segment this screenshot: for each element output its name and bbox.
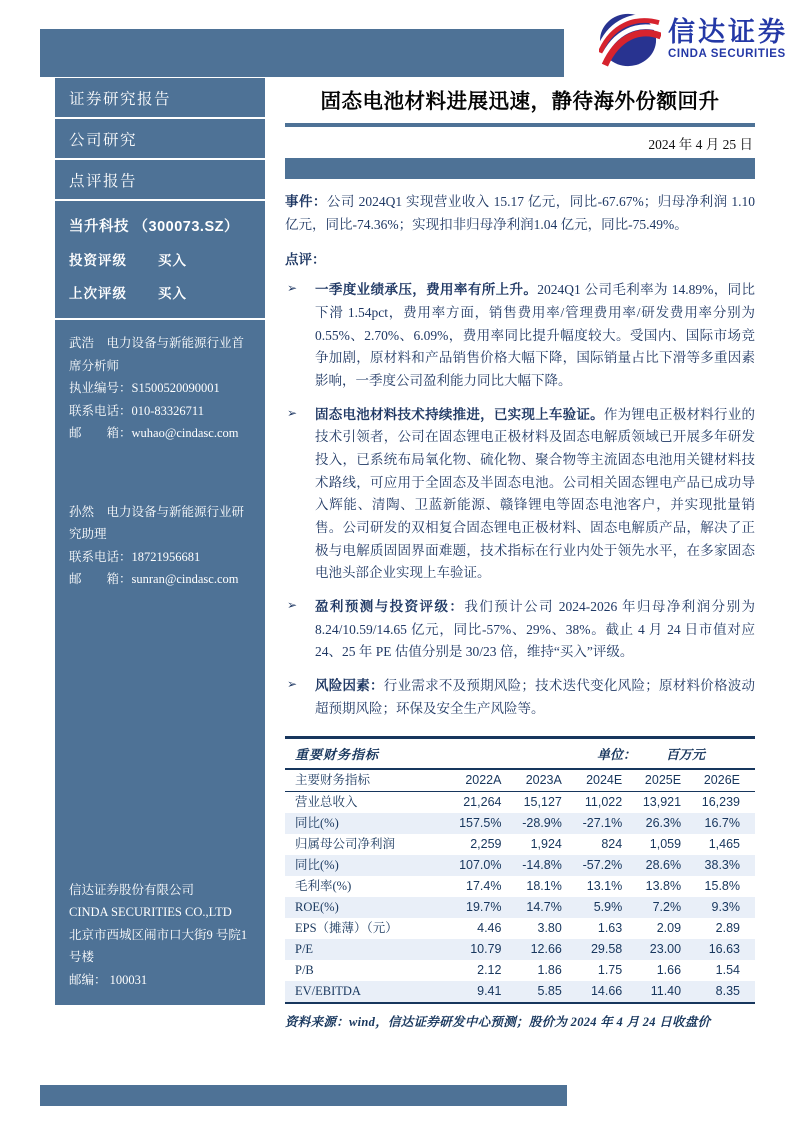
top-banner-bar: [40, 29, 564, 77]
cell-value: 28.6%: [645, 858, 682, 873]
report-sidebar: [55, 78, 265, 1005]
cell-value: 16.7%: [704, 816, 740, 831]
cell-value: 5.9%: [593, 900, 623, 915]
bullet-text: 我们预计公司 2024-2026 年归母净利润分别为 8.24/10.59/14.65 亿元，同比-57%、29%、38%。截止 4 月 24 日市值对应 24、25 年 PE 估值分别是 30/23 倍，维持“买入”评级。: [315, 599, 755, 660]
unit-value: 百万元: [665, 747, 705, 763]
bullet-text: 行业需求不及预期风险；技术迭代变化风险；原材料价格波动超预期风险；环保及安全生产风险等。: [315, 678, 756, 716]
cell-value: 38.3%: [704, 858, 740, 873]
table-source-note: 资料来源：wind，信达证券研发中心预测；股价为 2024 年 4 月 24 日收盘价: [285, 1015, 711, 1030]
bullet-lead: 风险因素：: [315, 678, 384, 694]
financial-table: [285, 770, 755, 1004]
arrow-bullet-icon: ➢: [287, 281, 298, 296]
arrow-bullet-icon: ➢: [287, 677, 298, 692]
cell-value: 824: [601, 837, 623, 852]
analyst-card-1: [55, 320, 265, 445]
company-name-en: CINDA SECURITIES CO.,LTD: [69, 905, 232, 919]
arrow-bullet-icon: ➢: [287, 598, 298, 613]
bullet-text: 作为锂电正极材料行业的技术引领者，公司在固态锂电正极材料及固态电解质领域已开展多年研发投入，已系统布局氧化物、硫化物、聚合物等主流固态电池用关键材料技术路线，可应用于全固态及半固态电池。公司相关固态锂电产品已成功导入辉能、清陶、卫蓝新能源、赣锋锂电等固态电池客户，并实现批量销售。公司研发的双相复合固态锂电正极材料、固态电解质产品，解决了正极与电解质固固界面难题，技术指标在行业内处于领先水平，在多家固态电池头部企业实现上车验证。: [315, 406, 756, 581]
event-paragraph: [285, 191, 755, 236]
page-title: 固态电池材料进展迅速，静待海外份额回升: [320, 90, 720, 113]
section-divider-bar: [285, 158, 755, 179]
cell-value: 13,921: [642, 795, 682, 810]
cell-value: 1.63: [597, 921, 623, 936]
event-label: 事件：: [285, 194, 327, 209]
company-info: [55, 879, 265, 1006]
row-label: 归属母公司净利润: [295, 837, 396, 852]
rating-label: 上次评级: [69, 286, 127, 301]
company-postcode: 邮编： 100031: [69, 972, 148, 987]
bullet-body: [315, 596, 755, 664]
col-header-2025E: 2025E: [637, 770, 696, 792]
cell-value: 4.46: [477, 921, 502, 936]
bullet-q1-results: [285, 279, 755, 392]
cell-value: 29.58: [590, 942, 623, 957]
cell-value: 13.8%: [645, 879, 682, 894]
cell-value: 9.41: [453, 981, 516, 1003]
title-rule: [285, 123, 755, 127]
rating-row-previous: [55, 269, 265, 302]
cell-value: 157.5%: [459, 816, 502, 831]
sidebar-item-comment-report: 点评报告: [55, 160, 265, 201]
cell-value: 16,239: [701, 795, 740, 810]
bullet-solid-state: [285, 404, 755, 585]
cell-value: 2.12: [477, 963, 502, 978]
row-label: P/E: [295, 942, 314, 957]
cell-value: 16.63: [708, 942, 740, 957]
event-text: 公司 2024Q1 实现营业收入 15.17 亿元，同比-67.67%；归母净利润 1.10 亿元，同比-74.36%；实现扣非归母净利润1.04 亿元，同比-75.49%。: [285, 194, 755, 232]
bullet-body: [315, 279, 755, 392]
cell-value: 23.00: [649, 942, 682, 957]
analyst-name-title: 武浩 电力设备与新能源行业首席分析师: [69, 336, 245, 373]
financial-table-header: [285, 736, 755, 770]
cell-value: 1.75: [597, 963, 623, 978]
cell-value: 5.85: [516, 981, 576, 1003]
financial-summary: [285, 736, 755, 1030]
row-label: 同比(%): [295, 816, 339, 831]
cell-value: 1,924: [530, 837, 562, 852]
cell-value: 15.8%: [704, 879, 740, 894]
cell-value: 1,059: [649, 837, 682, 852]
sidebar-item-company-research: 公司研究: [55, 119, 265, 160]
table-row-pe: [285, 939, 755, 960]
cell-value: 11,022: [584, 795, 623, 810]
col-header-2023A: 2023A: [516, 770, 576, 792]
cell-value: 14.66: [577, 981, 637, 1003]
stock-name: 当升科技 （300073.SZ）: [69, 219, 239, 235]
cell-value: 2.89: [715, 921, 740, 936]
cell-value: 1,465: [708, 837, 740, 852]
analyst-email: 邮 箱：sunran@cindasc.com: [69, 572, 239, 586]
cell-value: 9.3%: [711, 900, 740, 915]
rating-label: 投资评级: [69, 253, 127, 268]
row-label: 毛利率(%): [295, 879, 352, 894]
cell-value: 21,264: [463, 795, 502, 810]
arrow-bullet-icon: ➢: [287, 405, 298, 420]
analyst-license: 执业编号：S1500520090001: [69, 381, 220, 395]
cell-value: -28.9%: [522, 816, 562, 831]
company-address: 北京市西城区闹市口大街9 号院1 号楼: [69, 927, 248, 964]
row-label: ROE(%): [295, 900, 339, 915]
row-label: 营业总收入: [295, 795, 358, 810]
sidebar-item-research-report: 证券研究报告: [55, 78, 265, 119]
col-header-2022A: 2022A: [453, 770, 516, 792]
bullet-lead: 一季度业绩承压，费用率有所上升。: [315, 282, 538, 298]
table-row-gross-margin: [285, 876, 755, 897]
table-row-eps: [285, 918, 755, 939]
cinda-swoosh-icon: [599, 12, 661, 68]
cell-value: 1.86: [537, 963, 562, 978]
cell-value: 17.4%: [466, 879, 502, 894]
row-label: P/B: [295, 963, 314, 978]
col-header-indicator: 主要财务指标: [285, 770, 453, 792]
report-main: [285, 84, 755, 1030]
row-label: EV/EBITDA: [285, 981, 453, 1003]
cell-value: -57.2%: [582, 858, 623, 873]
cell-value: 1.66: [656, 963, 682, 978]
bullet-lead: 盈利预测与投资评级：: [315, 599, 465, 615]
row-label: EPS（摊薄）（元）: [295, 921, 398, 936]
cell-value: 107.0%: [459, 858, 502, 873]
rating-value: 买入: [158, 286, 187, 301]
cell-value: 10.79: [470, 942, 502, 957]
cinda-logo: [599, 12, 788, 68]
analyst-email: 邮 箱：wuhao@cindasc.com: [69, 426, 239, 440]
table-row-revenue-yoy: [285, 813, 755, 834]
bullet-risk-factors: [285, 675, 755, 720]
bullet-text: 2024Q1 公司毛利率为 14.89%，同比下滑 1.54pct，费用率方面，销售费用率/管理费用率/研发费用率分别为 0.55%、2.70%、6.09%，费用率同比提升幅度较大。受国内、国际市场竞争加剧，原材料和产品销售价格大幅下降，国际销量占比下滑等多重因素影响，一季度公司盈利能力同比大幅下降。: [315, 282, 755, 389]
bullet-profit-forecast: [285, 596, 755, 664]
rating-row-current: [55, 236, 265, 269]
cell-value: -14.8%: [522, 858, 562, 873]
report-date: 2024 年 4 月 25 日: [648, 137, 753, 152]
logo-chinese-name: 信达证券: [668, 17, 788, 48]
bullet-lead: 固态电池材料技术持续推进，已实现上车验证。: [315, 406, 604, 422]
financial-table-title: 重要财务指标: [295, 747, 380, 763]
bottom-banner-bar: [40, 1085, 567, 1106]
cell-value: 3.80: [537, 921, 562, 936]
logo-english-name: CINDA SECURITIES: [668, 47, 786, 60]
cell-value: 18.1%: [526, 879, 562, 894]
table-header-row: [285, 770, 755, 792]
table-row-profit-yoy: [285, 855, 755, 876]
analyst-phone: 联系电话：010-83326711: [69, 403, 204, 418]
col-header-2024E: 2024E: [577, 770, 637, 792]
comment-label: 点评：: [285, 252, 326, 268]
cell-value: 8.35: [696, 981, 755, 1003]
cell-value: 12.66: [530, 942, 562, 957]
cell-value: 19.7%: [466, 900, 502, 915]
cell-value: 14.7%: [526, 900, 562, 915]
cell-value: 26.3%: [645, 816, 682, 831]
analyst-card-2: [55, 489, 265, 591]
table-row-roe: [285, 897, 755, 918]
row-label: 同比(%): [295, 858, 339, 873]
table-row-pb: [285, 960, 755, 981]
table-row-ev-ebitda: [285, 981, 755, 1003]
cell-value: 2,259: [470, 837, 502, 852]
cell-value: 13.1%: [586, 879, 623, 894]
bullet-body: [315, 675, 755, 720]
cell-value: 7.2%: [652, 900, 682, 915]
table-row-revenue: [285, 792, 755, 814]
company-name-cn: 信达证券股份有限公司: [69, 882, 195, 897]
cell-value: 1.54: [715, 963, 740, 978]
logo-text: [668, 19, 788, 60]
analyst-name-title: 孙然 电力设备与新能源行业研究助理: [69, 504, 245, 541]
col-header-2026E: 2026E: [696, 770, 755, 792]
rating-value: 买入: [158, 253, 187, 268]
table-row-net-profit: [285, 834, 755, 855]
cell-value: 2.09: [656, 921, 682, 936]
unit-label: 单位：: [596, 747, 636, 763]
cell-value: -27.1%: [582, 816, 623, 831]
cell-value: 15,127: [523, 795, 562, 810]
cell-value: 11.40: [637, 981, 696, 1003]
analyst-phone: 联系电话：18721956681: [69, 549, 201, 564]
bullet-body: [315, 404, 755, 585]
